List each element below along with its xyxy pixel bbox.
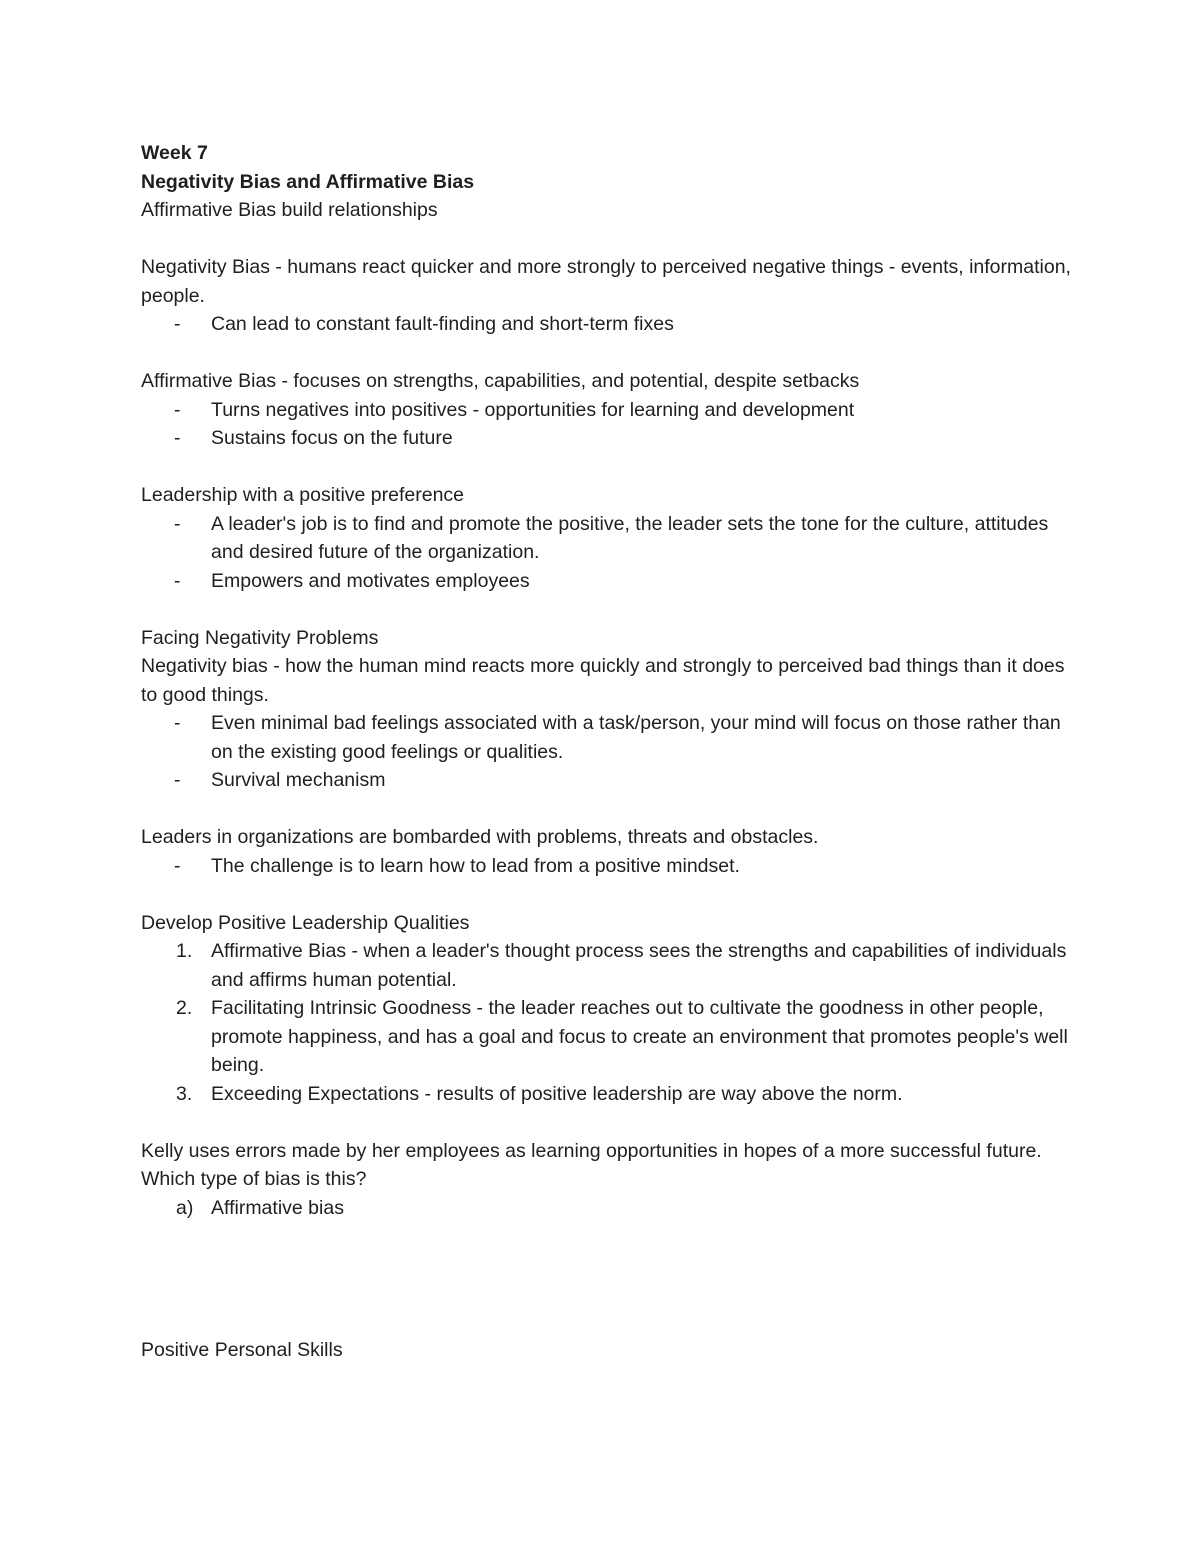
answer-item — [141, 1194, 1071, 1223]
answer-text: Affirmative bias — [211, 1196, 344, 1219]
list-item — [141, 396, 1071, 425]
list-item — [141, 709, 1071, 766]
spacer — [141, 1222, 1071, 1336]
list-item — [141, 567, 1071, 596]
document-page — [141, 139, 1071, 1365]
number-marker: 3. — [176, 1082, 193, 1105]
list-item-text: Can lead to constant fault-finding and short-term fixes — [211, 313, 674, 335]
list-item — [141, 766, 1071, 795]
spacer — [141, 795, 1071, 824]
numbered-item-text: Affirmative Bias - when a leader's thought process sees the strengths and capabilities of individuals and affirms human potential. — [211, 940, 1067, 991]
affirmative-bias-definition: Affirmative Bias - focuses on strengths, capabilities, and potential, despite setbacks — [141, 370, 860, 392]
week-heading: Week 7 — [141, 142, 208, 164]
dash-marker: - — [174, 712, 181, 734]
list-item-text: A leader's job is to find and promote the positive, the leader sets the tone for the culture, attitudes and desired future of the organization. — [211, 512, 1049, 563]
list-item-text: The challenge is to learn how to lead from a positive mindset. — [211, 854, 740, 877]
list-item-text: Survival mechanism — [211, 769, 386, 791]
spacer — [141, 453, 1071, 482]
dash-marker: - — [174, 313, 181, 335]
spacer — [141, 225, 1071, 254]
numbered-item-text: Facilitating Intrinsic Goodness - the leader reaches out to cultivate the goodness in other people, promote happiness, and has a goal and focus to create an environment that promotes people's well being. — [211, 997, 1068, 1076]
dash-marker: - — [174, 512, 181, 535]
dash-marker: - — [174, 569, 181, 592]
leadership-heading: Leadership with a positive preference — [141, 484, 465, 506]
list-item-text: Even minimal bad feelings associated with a task/person, your mind will focus on those rather than on the existing good feelings or qualities. — [211, 712, 1061, 763]
list-item-text: Empowers and motivates employees — [211, 569, 530, 592]
list-item — [141, 852, 1071, 881]
list-item — [141, 310, 1071, 339]
list-item — [141, 510, 1071, 567]
dash-marker: - — [174, 427, 181, 449]
spacer — [141, 880, 1071, 909]
dash-marker: - — [174, 854, 181, 877]
list-item — [141, 424, 1071, 453]
spacer — [141, 595, 1071, 624]
document-title: Negativity Bias and Affirmative Bias — [141, 170, 475, 193]
negativity-bias-explanation: Negativity bias - how the human mind reacts more quickly and strongly to perceived bad things than it does to good things. — [141, 655, 1065, 706]
list-item-text: Turns negatives into positives - opportunities for learning and development — [211, 398, 855, 421]
negativity-bias-definition: Negativity Bias - humans react quicker and more strongly to perceived negative things - events, information, people. — [141, 256, 1071, 307]
answer-marker: a) — [176, 1196, 194, 1219]
dash-marker: - — [174, 769, 181, 791]
numbered-item — [141, 994, 1071, 1080]
develop-qualities-heading: Develop Positive Leadership Qualities — [141, 911, 470, 934]
numbered-item — [141, 1080, 1071, 1109]
subtitle: Affirmative Bias build relationships — [141, 199, 438, 221]
leaders-bombarded-text: Leaders in organizations are bombarded with problems, threats and obstacles. — [141, 826, 819, 848]
spacer — [141, 339, 1071, 368]
number-marker: 1. — [176, 940, 193, 962]
spacer — [141, 1108, 1071, 1137]
numbered-item-text: Exceeding Expectations - results of positive leadership are way above the norm. — [211, 1082, 903, 1105]
number-marker: 2. — [176, 997, 193, 1019]
positive-personal-skills-heading: Positive Personal Skills — [141, 1339, 343, 1361]
dash-marker: - — [174, 398, 181, 421]
question-text: Kelly uses errors made by her employees as learning opportunities in hopes of a more successful future. Which type of bias is this? — [141, 1139, 1042, 1190]
numbered-item — [141, 937, 1071, 994]
facing-negativity-heading: Facing Negativity Problems — [141, 626, 379, 649]
list-item-text: Sustains focus on the future — [211, 427, 453, 449]
